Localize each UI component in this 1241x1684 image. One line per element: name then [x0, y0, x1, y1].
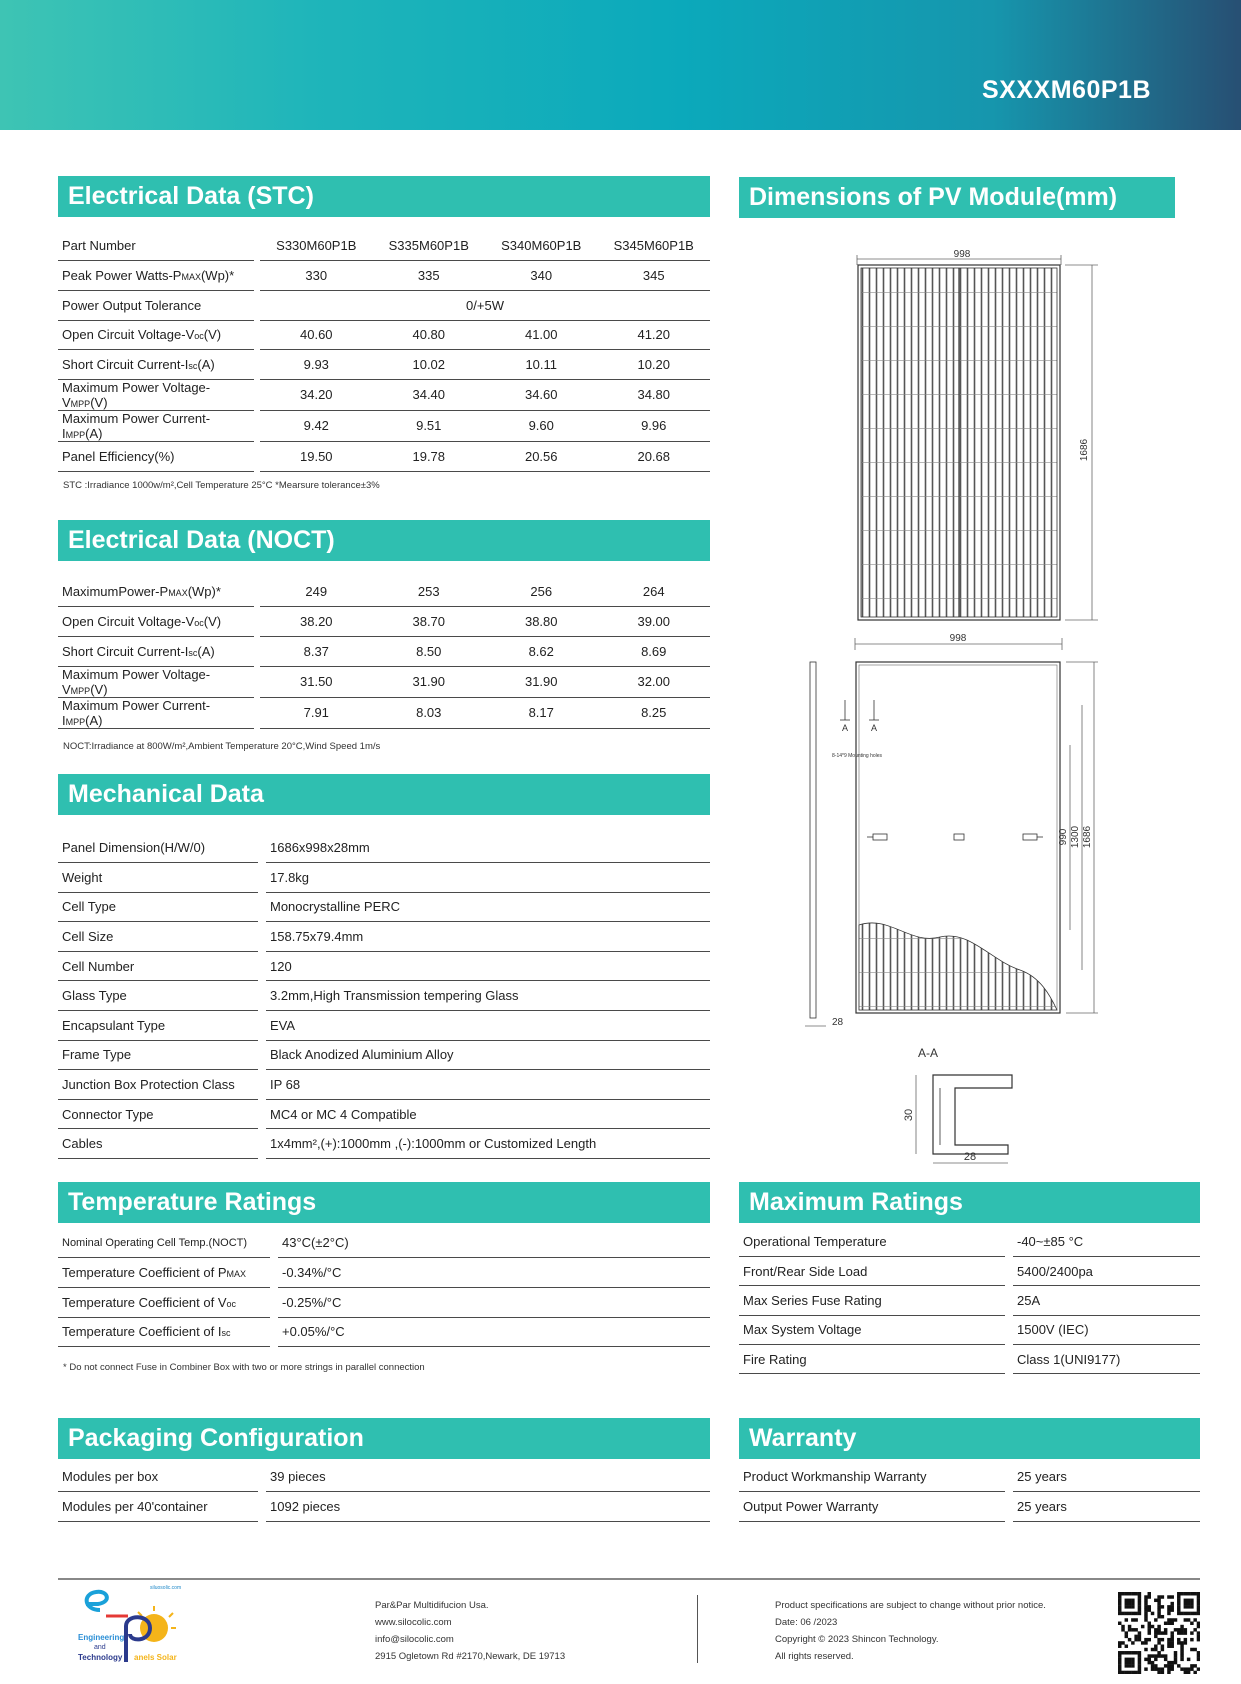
- table-row: [58, 1492, 710, 1522]
- row-value: 10.11: [485, 350, 597, 380]
- row-label: Temperature Coefficient of Isc: [58, 1317, 270, 1347]
- legal-date: Date: 06 /2023: [775, 1617, 838, 1628]
- gap-cell: [1005, 1256, 1013, 1285]
- row-value: 249: [260, 577, 372, 607]
- subscript: oc: [194, 331, 204, 342]
- table-row: [58, 320, 710, 350]
- row-value: 8.37: [260, 636, 372, 666]
- row-label: Maximum Power Current-IMPP(A): [58, 410, 254, 441]
- table-row: [58, 863, 710, 893]
- packaging-title: Packaging Configuration: [58, 1418, 710, 1459]
- row-label: Open Circuit Voltage-Voc(V): [58, 607, 254, 637]
- logo-top-text: siluosolic.com: [150, 1585, 182, 1591]
- back-dim-990: 990: [1058, 828, 1069, 846]
- section-label: A-A: [917, 1046, 939, 1060]
- table-row: [739, 1227, 1200, 1256]
- table-row: [58, 666, 710, 697]
- row-label: Connector Type: [58, 1099, 258, 1129]
- row-value: 25A: [1013, 1286, 1200, 1315]
- gap-cell: [1005, 1315, 1013, 1344]
- table-row: [739, 1256, 1200, 1285]
- subscript: MAX: [181, 272, 201, 283]
- logo-line-2: and: [94, 1644, 106, 1651]
- gap-cell: [270, 1258, 278, 1288]
- subscript: sc: [188, 647, 198, 658]
- subscript: MPP: [65, 429, 86, 440]
- row-value: 10.20: [597, 350, 710, 380]
- gap-cell: [258, 1462, 266, 1492]
- row-value: 1x4mm²,(+):1000mm ,(-):1000mm or Customized Length: [266, 1129, 710, 1159]
- gap-cell: [1005, 1345, 1013, 1374]
- row-label: Front/Rear Side Load: [739, 1256, 1005, 1285]
- row-value: 264: [597, 577, 710, 607]
- row-value: 34.20: [260, 379, 372, 410]
- row-label: Cell Number: [58, 951, 258, 981]
- row-label: Frame Type: [58, 1040, 258, 1070]
- gap-cell: [258, 981, 266, 1011]
- header-part-number: S330M60P1B: [260, 231, 372, 261]
- row-value: -40~±85 °C: [1013, 1227, 1200, 1256]
- gap-cell: [270, 1287, 278, 1317]
- row-value: 17.8kg: [266, 863, 710, 893]
- front-width-label: 998: [953, 249, 971, 260]
- row-value: 25 years: [1013, 1462, 1200, 1492]
- table-row: [58, 379, 710, 410]
- model-title: SXXXM60P1B: [982, 76, 1151, 104]
- subscript: MAX: [168, 588, 188, 599]
- legal-copyright: Copyright © 2023 Shincon Technology.: [775, 1634, 939, 1645]
- row-label: Modules per box: [58, 1462, 258, 1492]
- row-value: 20.56: [485, 441, 597, 471]
- header-part-number: S335M60P1B: [373, 231, 485, 261]
- table-row: [58, 1228, 710, 1258]
- row-value: 158.75x79.4mm: [266, 922, 710, 952]
- legal-rights: All rights reserved.: [775, 1651, 854, 1662]
- row-label: Panel Dimension(H/W/0): [58, 833, 258, 863]
- row-value: 38.20: [260, 607, 372, 637]
- table-row: [58, 261, 710, 291]
- gap-cell: [258, 1040, 266, 1070]
- row-value: 41.20: [597, 320, 710, 350]
- row-label: Open Circuit Voltage-Voc(V): [58, 320, 254, 350]
- temperature-table: [58, 1228, 710, 1347]
- row-label: Max System Voltage: [739, 1315, 1005, 1344]
- table-row: [58, 981, 710, 1011]
- header-part-number: S340M60P1B: [485, 231, 597, 261]
- row-value: 253: [373, 577, 485, 607]
- row-label: Maximum Power Voltage-VMPP(V): [58, 379, 254, 410]
- company-website[interactable]: www.silocolic.com: [375, 1617, 452, 1628]
- row-value: 120: [266, 951, 710, 981]
- subscript: MPP: [65, 716, 86, 727]
- row-label: Cell Size: [58, 922, 258, 952]
- front-height-label: 1686: [1079, 438, 1090, 462]
- stc-table: [58, 231, 710, 472]
- stc-title: Electrical Data (STC): [58, 176, 710, 217]
- row-value: 7.91: [260, 697, 372, 728]
- table-row: [58, 1070, 710, 1100]
- row-value: 345: [597, 261, 710, 291]
- company-address: 2915 Ogletown Rd #2170,Newark, DE 19713: [375, 1651, 566, 1662]
- row-value: Class 1(UNI9177): [1013, 1345, 1200, 1374]
- header-banner: [0, 0, 1241, 130]
- row-value: 39.00: [597, 607, 710, 637]
- gap-cell: [258, 1492, 266, 1522]
- qr-code[interactable]: [1118, 1592, 1200, 1674]
- row-value: 9.51: [373, 410, 485, 441]
- subscript: sc: [221, 1328, 231, 1339]
- subscript: oc: [226, 1298, 237, 1309]
- row-value: 34.40: [373, 379, 485, 410]
- back-width-label: 998: [949, 633, 967, 644]
- dimensions-title: Dimensions of PV Module(mm): [739, 177, 1175, 218]
- table-row: [58, 833, 710, 863]
- table-row: [58, 607, 710, 637]
- row-value: -0.34%/°C: [278, 1258, 710, 1288]
- row-value: 20.68: [597, 441, 710, 471]
- temperature-note: * Do not connect Fuse in Combiner Box with two or more strings in parallel connection: [63, 1362, 425, 1373]
- table-row: [58, 577, 710, 607]
- row-value: 19.50: [260, 441, 372, 471]
- table-row: [58, 922, 710, 952]
- row-value: MC4 or MC 4 Compatible: [266, 1099, 710, 1129]
- row-label: Temperature Coefficient of PMAX: [58, 1258, 270, 1288]
- row-value: 32.00: [597, 666, 710, 697]
- logo-line-1: Engineering: [78, 1633, 125, 1642]
- row-value: Black Anodized Aluminium Alloy: [266, 1040, 710, 1070]
- row-value: 1500V (IEC): [1013, 1315, 1200, 1344]
- gap-cell: [258, 892, 266, 922]
- table-header-row: [58, 231, 710, 261]
- noct-table: [58, 577, 710, 729]
- row-value: 38.70: [373, 607, 485, 637]
- row-label: Fire Rating: [739, 1345, 1005, 1374]
- table-row: [58, 951, 710, 981]
- gap-cell: [258, 863, 266, 893]
- table-row: [58, 1011, 710, 1041]
- row-label: Cell Type: [58, 892, 258, 922]
- gap-cell: [270, 1317, 278, 1347]
- row-value: IP 68: [266, 1070, 710, 1100]
- row-value: 31.50: [260, 666, 372, 697]
- subscript: MPP: [70, 398, 91, 409]
- marker-a-right: A: [871, 723, 878, 733]
- table-row: [739, 1286, 1200, 1315]
- table-row: [58, 350, 710, 380]
- row-label: Encapsulant Type: [58, 1011, 258, 1041]
- subscript: MAX: [226, 1269, 247, 1280]
- row-value: 25 years: [1013, 1492, 1200, 1522]
- table-row: [58, 892, 710, 922]
- row-value: 39 pieces: [266, 1462, 710, 1492]
- row-value: 330: [260, 261, 372, 291]
- row-value: 1686x998x28mm: [266, 833, 710, 863]
- row-value: 8.62: [485, 636, 597, 666]
- row-value: 34.80: [597, 379, 710, 410]
- header-part-number: S345M60P1B: [597, 231, 710, 261]
- row-value: -0.25%/°C: [278, 1287, 710, 1317]
- stc-note: STC :Irradiance 1000w/m²,Cell Temperature 25°C *Mearsure tolerance±3%: [63, 480, 380, 491]
- table-row: [58, 441, 710, 471]
- gap-cell: [258, 1011, 266, 1041]
- table-row: [58, 697, 710, 728]
- footer-divider: [58, 1578, 1200, 1580]
- row-label: Operational Temperature: [739, 1227, 1005, 1256]
- row-value: 31.90: [373, 666, 485, 697]
- row-label: Glass Type: [58, 981, 258, 1011]
- row-value: 340: [485, 261, 597, 291]
- table-row: [58, 1040, 710, 1070]
- table-row: [58, 410, 710, 441]
- row-label: Product Workmanship Warranty: [739, 1462, 1005, 1492]
- warranty-title: Warranty: [739, 1418, 1200, 1459]
- table-row: [58, 1129, 710, 1159]
- table-row: [58, 636, 710, 666]
- row-value: EVA: [266, 1011, 710, 1041]
- maximum-table: [739, 1227, 1200, 1374]
- row-value: 1092 pieces: [266, 1492, 710, 1522]
- table-row: [739, 1345, 1200, 1374]
- gap-cell: [258, 1099, 266, 1129]
- gap-cell: [1005, 1492, 1013, 1522]
- row-value: 43°C(±2°C): [278, 1228, 710, 1258]
- pv-module-drawing: [740, 225, 1120, 1175]
- row-label: Peak Power Watts-PMAX(Wp)*: [58, 261, 254, 291]
- section-view: [903, 1046, 1012, 1163]
- row-value: 8.03: [373, 697, 485, 728]
- row-label: Maximum Power Current-IMPP(A): [58, 697, 254, 728]
- logo-line-4: anels Solar: [134, 1653, 177, 1662]
- row-value: 9.93: [260, 350, 372, 380]
- table-row: [58, 1258, 710, 1288]
- row-value: 5400/2400pa: [1013, 1256, 1200, 1285]
- row-value: 9.60: [485, 410, 597, 441]
- row-value: 9.96: [597, 410, 710, 441]
- back-dim-1686: 1686: [1082, 825, 1093, 849]
- table-row: [58, 290, 710, 320]
- header-label: Part Number: [58, 231, 254, 261]
- footer-separator: [697, 1595, 698, 1663]
- mounting-holes-label: 8-14*9 Mounting holes: [832, 753, 883, 759]
- table-row: [739, 1492, 1200, 1522]
- row-label: Weight: [58, 863, 258, 893]
- marker-a-left: A: [842, 723, 849, 733]
- row-value: 41.00: [485, 320, 597, 350]
- row-value: 256: [485, 577, 597, 607]
- gap-cell: [1005, 1462, 1013, 1492]
- temperature-title: Temperature Ratings: [58, 1182, 710, 1223]
- table-row: [58, 1099, 710, 1129]
- subscript: sc: [188, 361, 198, 372]
- row-value: 9.42: [260, 410, 372, 441]
- gap-cell: [1005, 1286, 1013, 1315]
- row-label: Temperature Coefficient of Voc: [58, 1287, 270, 1317]
- company-logo: [76, 1582, 196, 1670]
- company-info: [375, 1597, 565, 1665]
- frame-depth-label: 28: [832, 1017, 844, 1028]
- row-label: Power Output Tolerance: [58, 290, 254, 320]
- row-label: Panel Efficiency(%): [58, 441, 254, 471]
- section-height-label: 30: [903, 1108, 915, 1122]
- table-row: [58, 1317, 710, 1347]
- gap-cell: [270, 1228, 278, 1258]
- row-label: Junction Box Protection Class: [58, 1070, 258, 1100]
- row-label: Short Circuit Current-Isc(A): [58, 350, 254, 380]
- row-label: Nominal Operating Cell Temp.(NOCT): [58, 1228, 270, 1258]
- table-row: [739, 1315, 1200, 1344]
- noct-title: Electrical Data (NOCT): [58, 520, 710, 561]
- noct-note: NOCT:Irradiance at 800W/m²,Ambient Temperature 20°C,Wind Speed 1m/s: [63, 741, 381, 752]
- gap-cell: [1005, 1227, 1013, 1256]
- row-value: +0.05%/°C: [278, 1317, 710, 1347]
- mechanical-table: [58, 833, 710, 1159]
- row-value: Monocrystalline PERC: [266, 892, 710, 922]
- legal-notice: Product specifications are subject to change without prior notice.: [775, 1600, 1046, 1611]
- row-label: Cables: [58, 1129, 258, 1159]
- row-value: 8.69: [597, 636, 710, 666]
- gap-cell: [258, 951, 266, 981]
- row-value: 31.90: [485, 666, 597, 697]
- mechanical-title: Mechanical Data: [58, 774, 710, 815]
- row-label: Maximum Power Voltage-VMPP(V): [58, 666, 254, 697]
- row-value: 19.78: [373, 441, 485, 471]
- packaging-table: [58, 1462, 710, 1522]
- row-value: 8.25: [597, 697, 710, 728]
- gap-cell: [258, 1129, 266, 1159]
- row-value: 10.02: [373, 350, 485, 380]
- gap-cell: [258, 1070, 266, 1100]
- row-label: Max Series Fuse Rating: [739, 1286, 1005, 1315]
- subscript: oc: [194, 618, 204, 629]
- row-label: Short Circuit Current-Isc(A): [58, 636, 254, 666]
- back-dim-1300: 1300: [1070, 825, 1081, 849]
- subscript: MPP: [70, 685, 91, 696]
- maximum-title: Maximum Ratings: [739, 1182, 1200, 1223]
- table-row: [739, 1462, 1200, 1492]
- table-row: [58, 1287, 710, 1317]
- front-view: [857, 249, 1098, 620]
- gap-cell: [258, 833, 266, 863]
- row-value: 8.17: [485, 697, 597, 728]
- company-name: Par&Par Multidifucion Usa.: [375, 1600, 489, 1611]
- section-width-label: 28: [963, 1151, 977, 1163]
- company-email[interactable]: info@silocolic.com: [375, 1634, 454, 1645]
- legal-info: [775, 1597, 1046, 1665]
- logo-line-3: Technology: [78, 1653, 123, 1662]
- back-view: [805, 633, 1098, 1028]
- row-value: 335: [373, 261, 485, 291]
- row-value: 8.50: [373, 636, 485, 666]
- row-value: 34.60: [485, 379, 597, 410]
- gap-cell: [258, 922, 266, 952]
- row-value: 40.80: [373, 320, 485, 350]
- row-value: 38.80: [485, 607, 597, 637]
- row-value: 3.2mm,High Transmission tempering Glass: [266, 981, 710, 1011]
- warranty-table: [739, 1462, 1200, 1522]
- row-label: Modules per 40'container: [58, 1492, 258, 1522]
- row-label: MaximumPower-PMAX(Wp)*: [58, 577, 254, 607]
- row-value-span: 0/+5W: [260, 290, 710, 320]
- row-value: 40.60: [260, 320, 372, 350]
- row-label: Output Power Warranty: [739, 1492, 1005, 1522]
- table-row: [58, 1462, 710, 1492]
